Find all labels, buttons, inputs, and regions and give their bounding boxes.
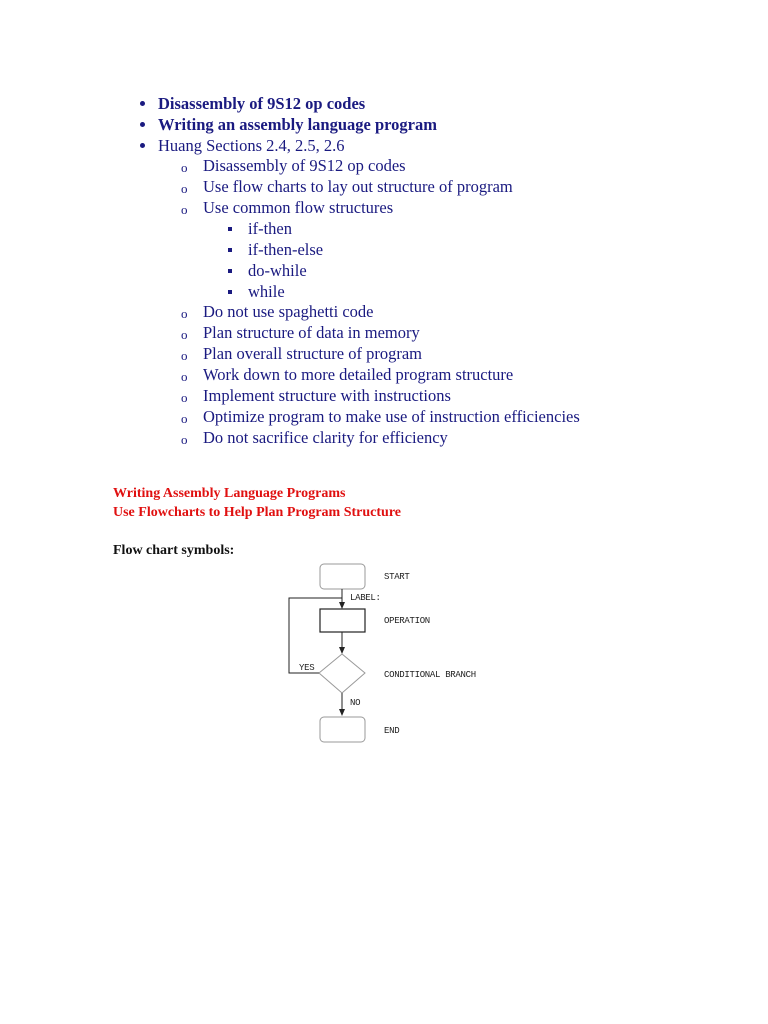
- circle-bullet: o: [181, 411, 188, 426]
- circle-bullet: o: [181, 348, 188, 363]
- sub-bullet-text: Plan overall structure of program: [203, 344, 423, 363]
- end-terminal-shape: [320, 717, 365, 742]
- sub-bullet-text: Disassembly of 9S12 op codes: [203, 156, 406, 175]
- circle-bullet: o: [181, 327, 188, 342]
- flowchart-no-label: NO: [350, 698, 361, 708]
- section-heading: Writing Assembly Language Programs: [113, 486, 346, 501]
- circle-bullet: o: [181, 202, 188, 217]
- bullet-text: Disassembly of 9S12 op codes: [158, 94, 366, 113]
- sub-bullet-text: Use common flow structures: [203, 198, 394, 217]
- circle-bullet: o: [181, 432, 188, 447]
- bullet-text: Huang Sections 2.4, 2.5, 2.6: [158, 136, 345, 155]
- sub-sub-bullet-text: do-while: [248, 261, 307, 280]
- start-terminal-shape: [320, 564, 365, 589]
- circle-bullet: o: [181, 390, 188, 405]
- sub-bullet-text: Implement structure with instructions: [203, 386, 451, 405]
- sub-bullet-text: Do not use spaghetti code: [203, 302, 374, 321]
- sub-sub-bullet-text: while: [248, 282, 285, 301]
- conditional-diamond-shape: [319, 654, 365, 693]
- section-subheading: Use Flowcharts to Help Plan Program Structure: [113, 505, 401, 520]
- sub-bullet-text: Optimize program to make use of instruction efficiencies: [203, 407, 580, 426]
- flowchart-yes-label: YES: [299, 663, 315, 673]
- circle-bullet: o: [181, 160, 188, 175]
- sub-sub-bullet-text: if-then: [248, 219, 292, 238]
- flowchart-operation-label: OPERATION: [384, 616, 430, 626]
- flowchart-start-label: START: [384, 572, 410, 582]
- circle-bullet: o: [181, 369, 188, 384]
- sub-bullet-text: Use flow charts to lay out structure of program: [203, 177, 513, 196]
- flowchart-label-label: LABEL:: [350, 593, 381, 603]
- flowchart-conditional-label: CONDITIONAL BRANCH: [384, 670, 476, 680]
- sub-bullet-text: Work down to more detailed program structure: [203, 365, 514, 384]
- flow-chart-title: Flow chart symbols:: [113, 543, 235, 558]
- circle-bullet: o: [181, 181, 188, 196]
- circle-bullet: o: [181, 306, 188, 321]
- sub-sub-bullet-text: if-then-else: [248, 240, 324, 259]
- sub-bullet-text: Plan structure of data in memory: [203, 323, 420, 342]
- sub-bullet-text: Do not sacrifice clarity for efficiency: [203, 428, 448, 447]
- bullet-text: Writing an assembly language program: [158, 115, 437, 134]
- flowchart-end-label: END: [384, 726, 400, 736]
- operation-box-shape: [320, 609, 365, 632]
